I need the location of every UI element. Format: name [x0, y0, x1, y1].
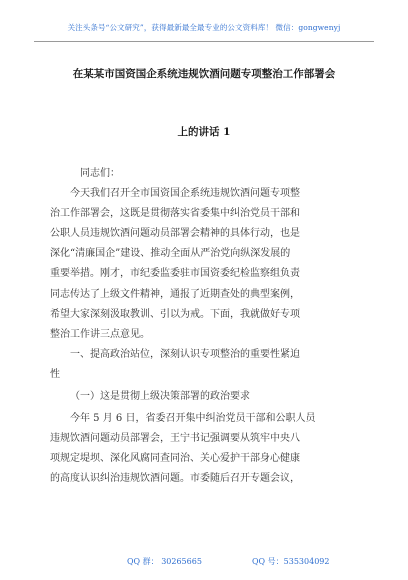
- body-line: 今年 5 月 6 日，省委召开集中纠治党员干部和公职人员: [70, 413, 316, 425]
- document-title-continued: 上的讲话 1: [177, 126, 231, 138]
- body-line: 公职人员违规饮酒问题动员部署会精神的具体行动，也是: [50, 228, 300, 240]
- body-line: 治工作部署会，这既是贯彻落实省委集中纠治党员干部和: [50, 208, 300, 220]
- body-line: 今天我们召开全市国资国企系统违规饮酒问题专项整: [70, 188, 300, 200]
- body-line: 的高度认识纠治违规饮酒问题。市委随后召开专题会议，: [50, 473, 300, 485]
- body-line: 希望大家深刻汲取教训、引以为戒。下面，我就做好专项: [50, 308, 300, 320]
- body-line: 整治工作讲三点意见。: [50, 328, 150, 340]
- document-title: 在某某市国资国企系统违规饮酒问题专项整治工作部署会: [72, 68, 336, 80]
- body-line: 深化“清廉国企”建设、推动全面从严治党向纵深发展的: [50, 248, 291, 260]
- footer-qq-number: QQ 号：535304092: [252, 557, 330, 566]
- body-line: 重要举措。刚才，市纪委监委驻市国资委纪检监察组负责: [50, 268, 300, 280]
- body-line: 违规饮酒问题动员部署会，王宁书记强调要从筑牢中央八: [50, 433, 300, 445]
- body-line: 同志传达了上级文件精神，通报了近期查处的典型案例，: [50, 288, 300, 300]
- footer-qq-group: QQ 群： 30265665: [127, 557, 202, 566]
- subsection-heading: （一）这是贯彻上级决策部署的政治要求: [70, 391, 250, 403]
- salutation: 同志们：: [80, 168, 120, 179]
- body-line: 项规定堤坝、深化风腐同查同治、关心爱护干部身心健康: [50, 453, 300, 465]
- section-heading-continued: 性: [50, 368, 60, 380]
- document-body: [50, 164, 370, 490]
- header-note: 关注头条号“公文研究”，获得最新最全最专业的公文资料库！ 微信：gongwenyj: [67, 23, 341, 32]
- header-divider: [34, 41, 374, 42]
- section-heading: 一、提高政治站位，深刻认识专项整治的重要性紧迫: [70, 348, 300, 360]
